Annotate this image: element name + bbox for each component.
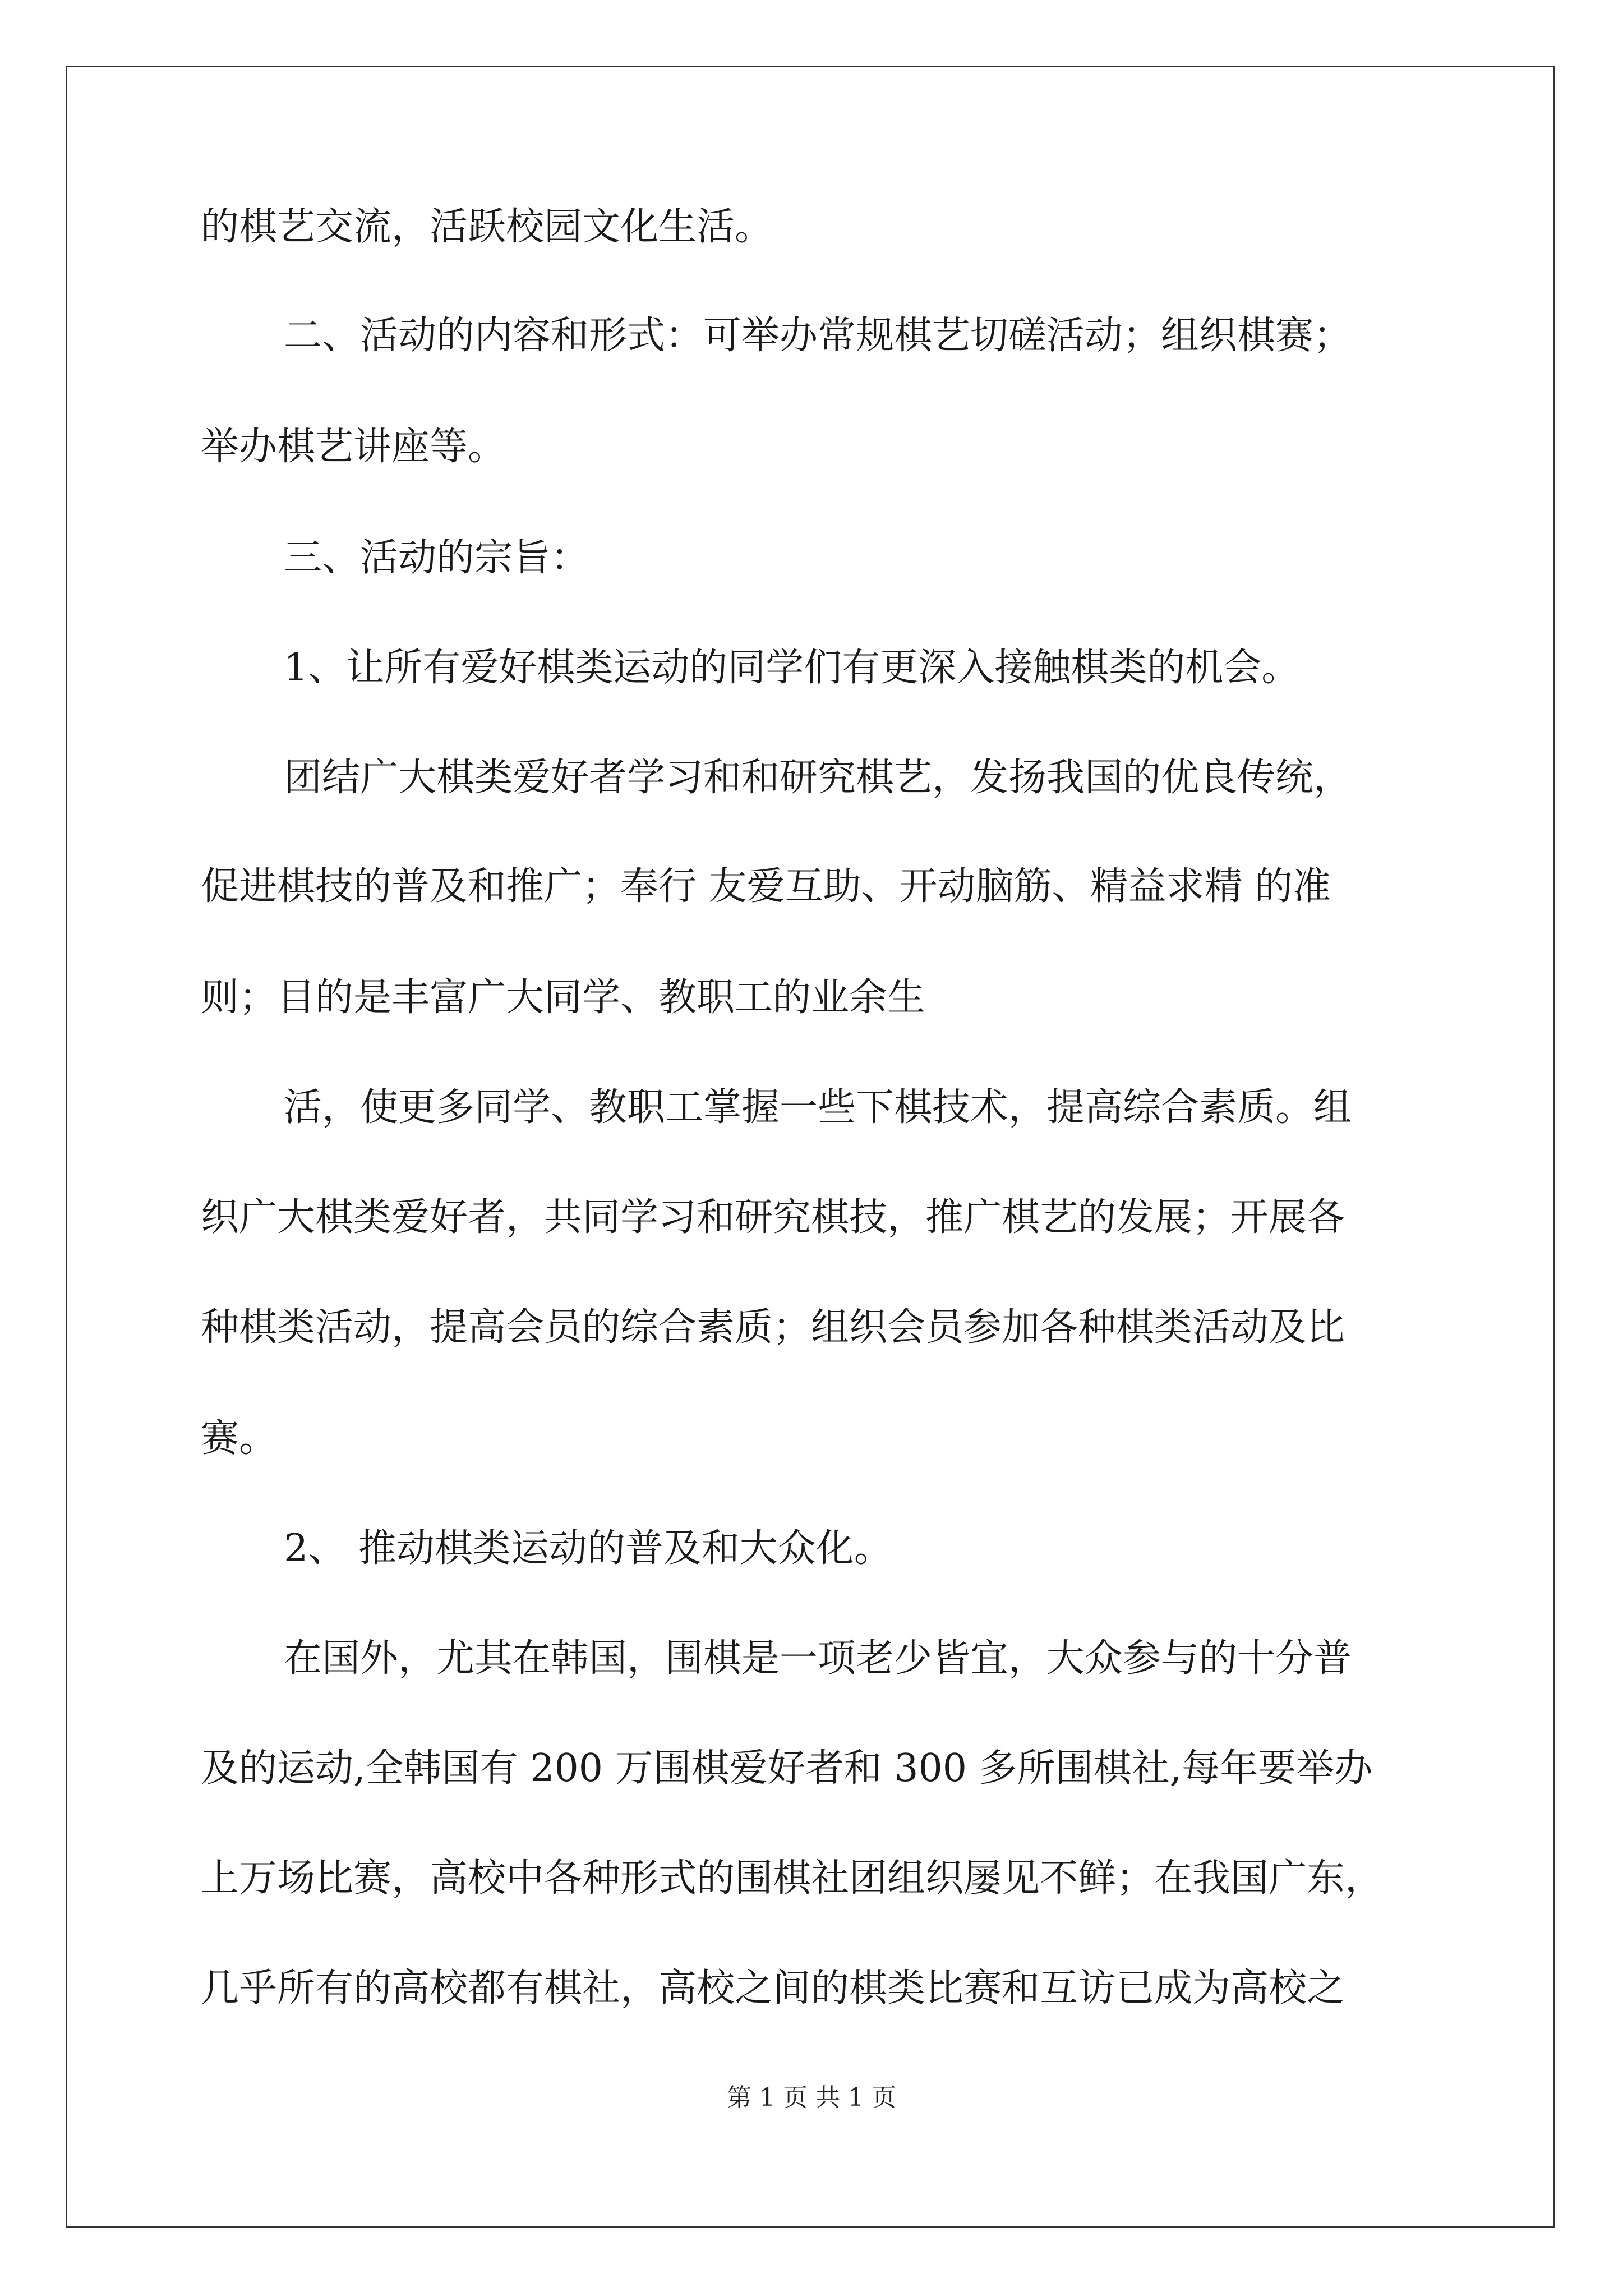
text-line: 在国外，尤其在韩国，围棋是一项老少皆宜，大众参与的十分普 (284, 1636, 1352, 1681)
text-line: 织广大棋类爱好者，共同学习和研究棋技，推广棋艺的发展；开展各 (201, 1195, 1345, 1240)
text-line: 则；目的是丰富广大同学、教职工的业余生 (201, 976, 926, 1020)
text-line: 举办棋艺讲座等。 (201, 425, 506, 469)
text-line: 促进棋技的普及和推广；奉行 友爱互助、开动脑筋、精益求精 的准 (201, 864, 1331, 909)
text-line: 1、让所有爱好棋类运动的同学们有更深入接触棋类的机会。 (284, 646, 1300, 690)
text-line: 上万场比赛，高校中各种形式的围棋社团组织屡见不鲜；在我国广东， (201, 1856, 1384, 1901)
text-line: 团结广大棋类爱好者学习和和研究棋艺，发扬我国的优良传统， (284, 756, 1352, 800)
text-line: 几乎所有的高校都有棋社，高校之间的棋类比赛和互访已成为高校之 (201, 1966, 1345, 2010)
text-line: 三、活动的宗旨： (284, 536, 589, 580)
text-line: 二、活动的内容和形式：可举办常规棋艺切磋活动；组织棋赛； (284, 314, 1352, 358)
text-line: 的棋艺交流，活跃校园文化生活。 (201, 205, 773, 249)
text-line: 活，使更多同学、教职工掌握一些下棋技术，提高综合素质。组 (284, 1085, 1352, 1130)
text-line: 2、 推动棋类运动的普及和大众化。 (284, 1526, 892, 1571)
text-line: 及的运动,全韩国有 200 万围棋爱好者和 300 多所围棋社,每年要举办 (201, 1746, 1373, 1791)
page-number-footer: 第 1 页 共 1 页 (727, 2083, 896, 2112)
text-line: 赛。 (201, 1416, 278, 1461)
text-line: 种棋类活动，提高会员的综合素质；组织会员参加各种棋类活动及比 (201, 1305, 1345, 1350)
